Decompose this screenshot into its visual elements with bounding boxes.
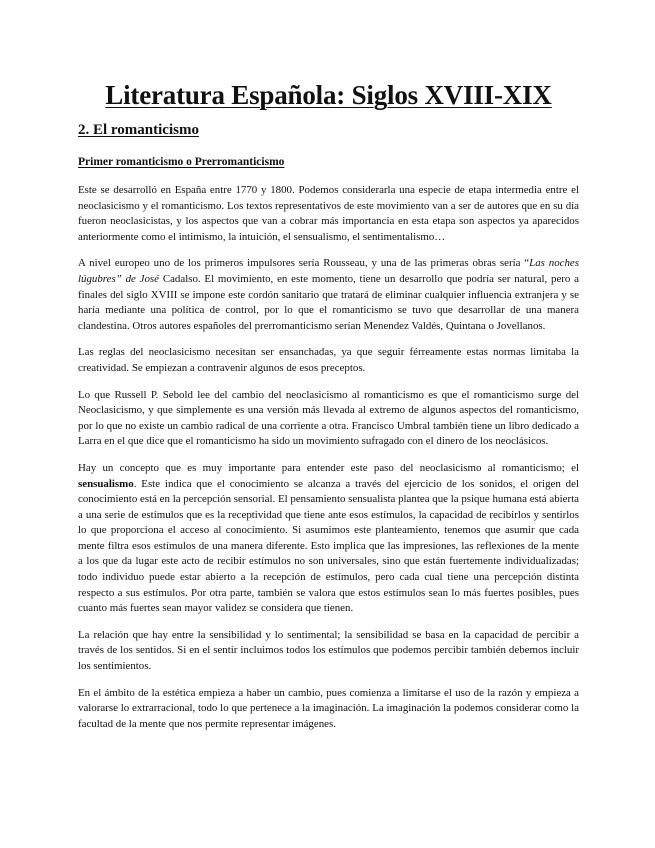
- paragraph-6: La relación que hay entre la sensibilidad y lo sentimental; la sensibilidad se basa en la capacidad de percibir a través de los sentidos. Si en el sentir incluimos todos los estímulos que podemos percibir también debemos incluir los sentimientos.: [78, 628, 579, 673]
- paragraph-5-key-term: sensualismo: [78, 477, 134, 490]
- paragraph-2-work-title: Las noches lúgubres” de José: [78, 257, 579, 285]
- document-title: Literatura Española: Siglos XVIII-XIX: [105, 80, 552, 110]
- paragraph-5-text-after: . Este indica que el conocimiento se alcanza a través del ejercicio de los sonidos, el origen del conocimiento está en la percepción sensorial. El pensamiento sensualista plantea que la psique humana está abierta a una serie de estímulos que es la receptividad que tiene ante esos estímulos, la capacidad de recibirlos y sentirlos lo que proporciona el acceso al conocimiento. Si asumimos este planteamiento, tenemos que asumir que cada mente filtra esos estímulos de una manera diferente. Esto implica que las impresiones, las reflexiones de la mente a los que da lugar este acto de recibir estímulos no son universales, sino que están fuertemente individualizadas; todo individuo puede estar abierto a la recepción de estímulos, pero cada cual tiene una percepción distinta respecto a sus estímulos. Por otra parte, también se valora que estos estímulos sean lo más fuertes posibles, pues cuanto más fuertes sean mayor validez se considera que tienen.: [78, 477, 579, 615]
- paragraph-7: En el ámbito de la estética empieza a haber un cambio, pues comienza a limitarse el uso de la razón y empieza a valorarse lo extrarracional, todo lo que pertenece a la imaginación. La imaginación la podemos considerar como la facultad de la mente que nos permite representar imágenes.: [78, 686, 579, 730]
- paragraph-1: Este se desarrolló en España entre 1770 y 1800. Podemos considerarla una especie de etapa intermedia entre el neoclasicismo y el romanticismo. Los textos representativos de este movimiento van a ser de autores que en su día fueron neoclasicistas, y los aspectos que van a cobrar más importancia en esta etapa son aspectos ya aparecidos anteriormente como el intimismo, la intuición, el sensualismo, el sentimentalismo…: [78, 184, 579, 243]
- subsection-title: Primer romanticismo o Prerromanticismo: [78, 156, 285, 168]
- paragraph-2-text-after: Cadalso. El movimiento, en este momento, tiene un desarrollo que podría ser natural, pero a finales del siglo XVIII se impone este cordón sanitario que tratará de eliminar cualquier influencia extranjera y se haría mediante una política de control, por lo que el romanticismo se tuvo que desarrollar de una manera clandestina. Otros autores españoles del prerromanticismo serían Menendez Valdés, Quintana o Jovellanos.: [78, 272, 579, 332]
- paragraph-2: [78, 256, 579, 334]
- section-title: 2. El romanticismo: [78, 122, 199, 138]
- paragraph-5: [78, 461, 579, 617]
- paragraph-5-text-before: Hay un concepto que es muy importante para entender este paso del neoclasicismo al romanticismo; el: [78, 461, 579, 474]
- document-page: [78, 78, 579, 848]
- paragraph-4: Lo que Russell P. Sebold lee del cambio del neoclasicismo al romanticismo es que el romanticismo surge del Neoclasicismo, y que simplemente es una versión más llevada al extremo de algunos aspectos del romanticismo, por lo que no existe un cambio radical de una corriente a otra. Francisco Umbral también tiene un libro dedicado a Larra en el que dice que el romanticismo ha sido un movimiento sufragado con el dinero de los neoclásicos.: [78, 388, 579, 448]
- paragraph-2-text-before: A nivel europeo uno de los primeros impulsores sería Rousseau, y una de las primeras obras sería “: [78, 257, 530, 270]
- paragraph-3: Las reglas del neoclasicismo necesitan ser ensanchadas, ya que seguir férreamente estas normas limitaba la creatividad. Se empiezan a contravenir algunos de esos preceptos.: [78, 346, 579, 374]
